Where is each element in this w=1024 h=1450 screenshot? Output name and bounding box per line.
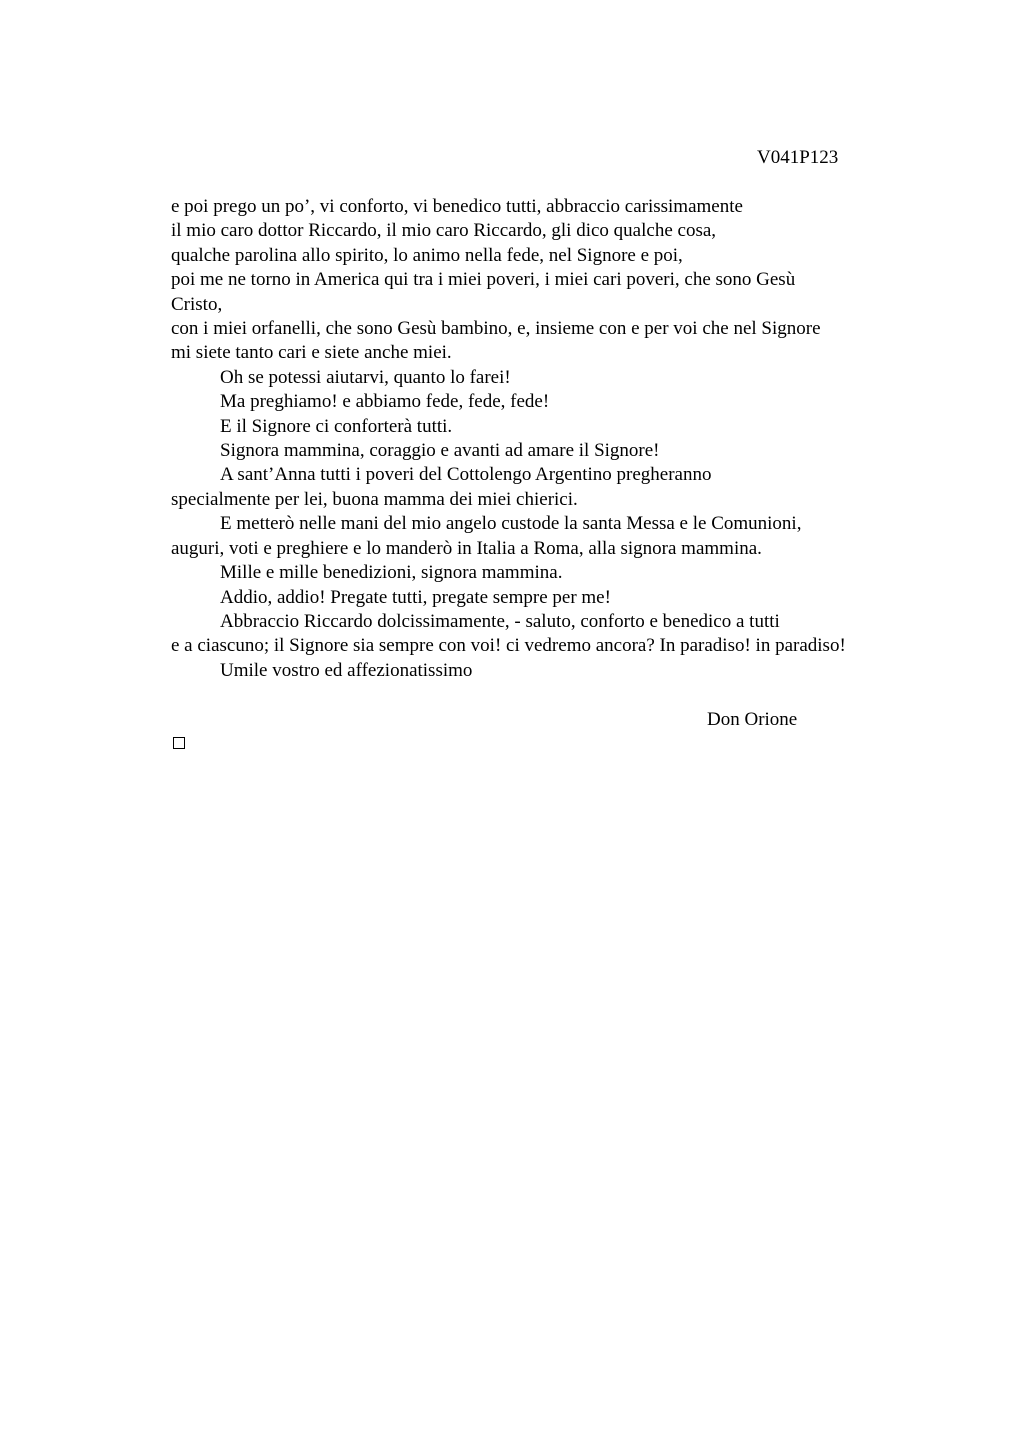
letter-line: con i miei orfanelli, che sono Gesù bambino, e, insieme con e per voi che nel Signore — [171, 318, 821, 340]
letter-line: Cristo, — [171, 293, 223, 315]
letter-line: Mille e mille benedizioni, signora mammina. — [220, 562, 563, 584]
letter-line: A sant’Anna tutti i poveri del Cottolengo Argentino pregheranno — [220, 464, 712, 486]
letter-line: Addio, addio! Pregate tutti, pregate sempre per me! — [220, 586, 611, 608]
letter-line: Abbraccio Riccardo dolcissimamente, - saluto, conforto e benedico a tutti — [220, 610, 780, 632]
letter-line: Signora mammina, coraggio e avanti ad amare il Signore! — [220, 440, 660, 462]
page-code: V041P123 — [757, 147, 839, 168]
letter-line: mi siete tanto cari e siete anche miei. — [171, 342, 452, 364]
letter-line: qualche parolina allo spirito, lo animo nella fede, nel Signore e poi, — [171, 244, 683, 266]
letter-line: il mio caro dottor Riccardo, il mio caro Riccardo, gli dico qualche cosa, — [171, 220, 717, 242]
letter-line: specialmente per lei, buona mamma dei miei chierici. — [171, 488, 578, 510]
letter-line: Oh se potessi aiutarvi, quanto lo farei! — [220, 366, 511, 388]
end-square-icon — [173, 737, 185, 749]
signature: Don Orione — [707, 709, 798, 730]
letter-body — [171, 195, 916, 683]
letter-line: auguri, voti e preghiere e lo manderò in Italia a Roma, alla signora mammina. — [171, 537, 762, 559]
letter-line: poi me ne torno in America qui tra i miei poveri, i miei cari poveri, che sono Gesù — [171, 269, 796, 291]
letter-line: e a ciascuno; il Signore sia sempre con voi! ci vedremo ancora? In paradiso! in paradiso! — [171, 635, 846, 657]
letter-line: Ma preghiamo! e abbiamo fede, fede, fede! — [220, 391, 550, 413]
letter-line: e poi prego un po’, vi conforto, vi benedico tutti, abbraccio carissimamente — [171, 196, 743, 217]
letter-line: E metterò nelle mani del mio angelo custode la santa Messa e le Comunioni, — [220, 513, 802, 535]
letter-line: E il Signore ci conforterà tutti. — [220, 415, 453, 437]
letter-line: Umile vostro ed affezionatissimo — [220, 659, 473, 681]
